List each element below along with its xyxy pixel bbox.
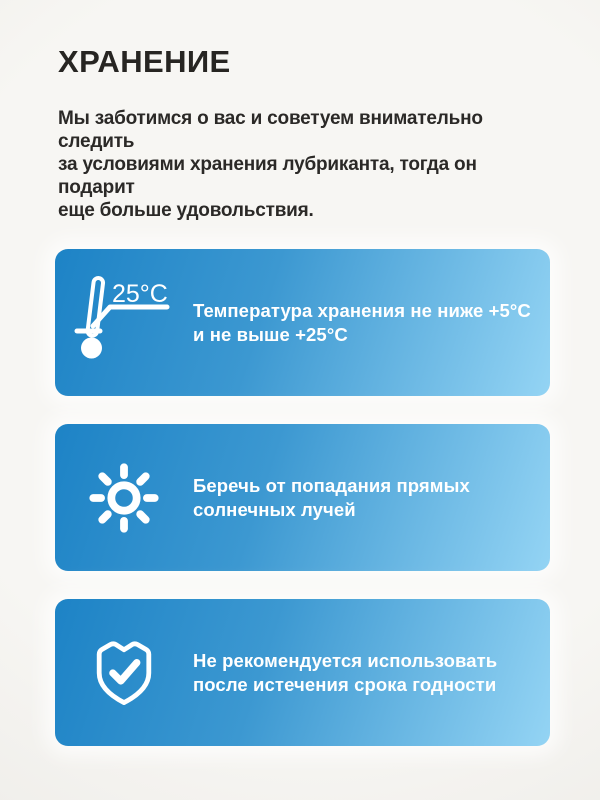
intro-line-1: Мы заботимся о вас и советуем внимательно следить <box>58 108 483 152</box>
expiry-card-text <box>193 649 550 697</box>
page-title: ХРАНЕНИЕ <box>58 44 231 79</box>
intro-paragraph <box>58 107 552 222</box>
shield-check-icon-graphic <box>92 636 156 710</box>
shield-check-icon <box>55 636 193 710</box>
sun-icon-graphic <box>85 459 163 537</box>
thermometer-icon <box>55 275 193 371</box>
card-text-line-2: солнечных лучей <box>193 498 356 520</box>
card-text-line-1: Не рекомендуется использовать <box>193 649 498 671</box>
card-text-line-2: после истечения срока годности <box>193 673 497 695</box>
expiry-card <box>55 599 550 746</box>
thermometer-temp-label: 25°C <box>112 279 168 308</box>
sunlight-card-text <box>193 474 550 522</box>
storage-cards-list <box>55 249 550 746</box>
sunlight-card <box>55 424 550 571</box>
temperature-card-text <box>193 299 550 347</box>
thermometer-icon-graphic <box>74 275 174 371</box>
intro-line-3: еще больше удовольствия. <box>58 200 314 221</box>
intro-line-2: за условиями хранения лубриканта, тогда он подарит <box>58 154 477 198</box>
sun-icon <box>55 459 193 537</box>
card-text-line-1: Беречь от попадания прямых <box>193 474 470 496</box>
card-text-line-2: и не выше +25°С <box>193 323 348 345</box>
card-text-line-1: Температура хранения не ниже +5°С <box>193 299 531 321</box>
temperature-card <box>55 249 550 396</box>
